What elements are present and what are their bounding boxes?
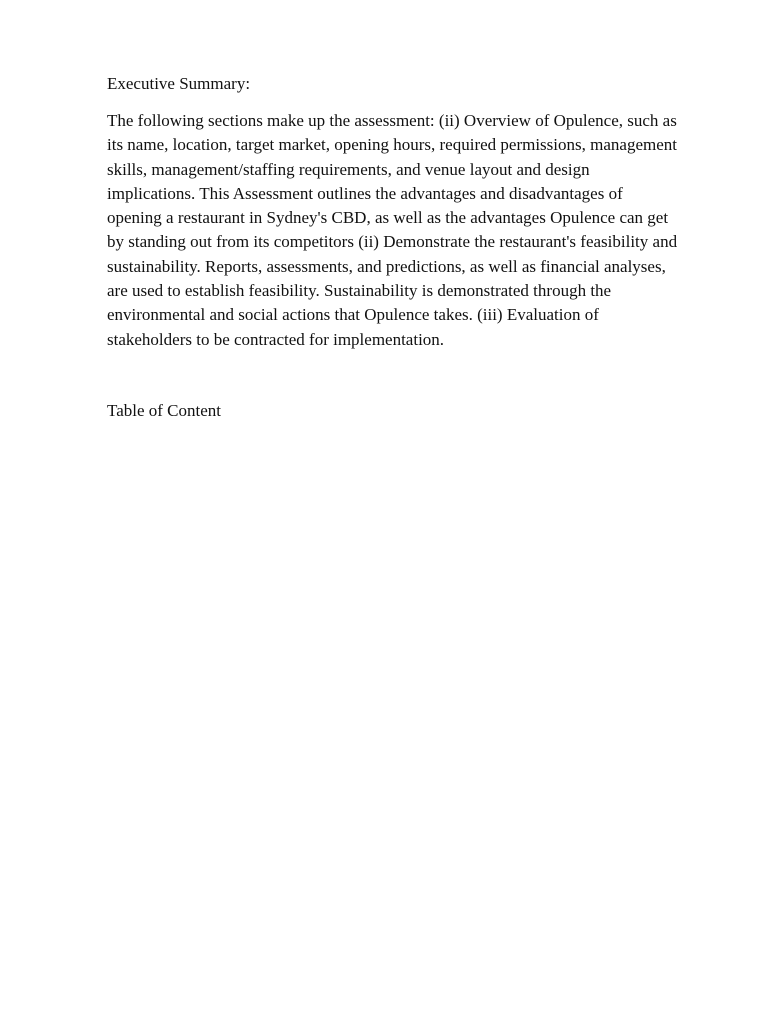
paragraph-line: stakeholders to be contracted for implementation. <box>107 329 445 349</box>
paragraph-line: skills, management/staffing requirements, and venue layout and design <box>107 159 590 179</box>
paragraph-line: are used to establish feasibility. Sustainability is demonstrated through the <box>107 281 612 301</box>
executive-summary-heading: Executive Summary: <box>107 74 251 93</box>
paragraph-line: The following sections make up the assessment: (ii) Overview of Opulence, such as <box>107 111 677 130</box>
table-of-content-heading: Table of Content <box>107 401 222 420</box>
executive-summary-paragraph <box>107 109 707 352</box>
paragraph-line: opening a restaurant in Sydney's CBD, as well as the advantages Opulence can get <box>107 208 669 228</box>
paragraph-line: sustainability. Reports, assessments, and predictions, as well as financial analyses, <box>107 256 666 276</box>
paragraph-line: its name, location, target market, opening hours, required permissions, management <box>107 135 677 155</box>
paragraph-line: by standing out from its competitors (ii) Demonstrate the restaurant's feasibility and <box>107 232 678 252</box>
paragraph-line: environmental and social actions that Opulence takes. (iii) Evaluation of <box>107 305 599 325</box>
paragraph-line: implications. This Assessment outlines the advantages and disadvantages of <box>107 183 623 203</box>
